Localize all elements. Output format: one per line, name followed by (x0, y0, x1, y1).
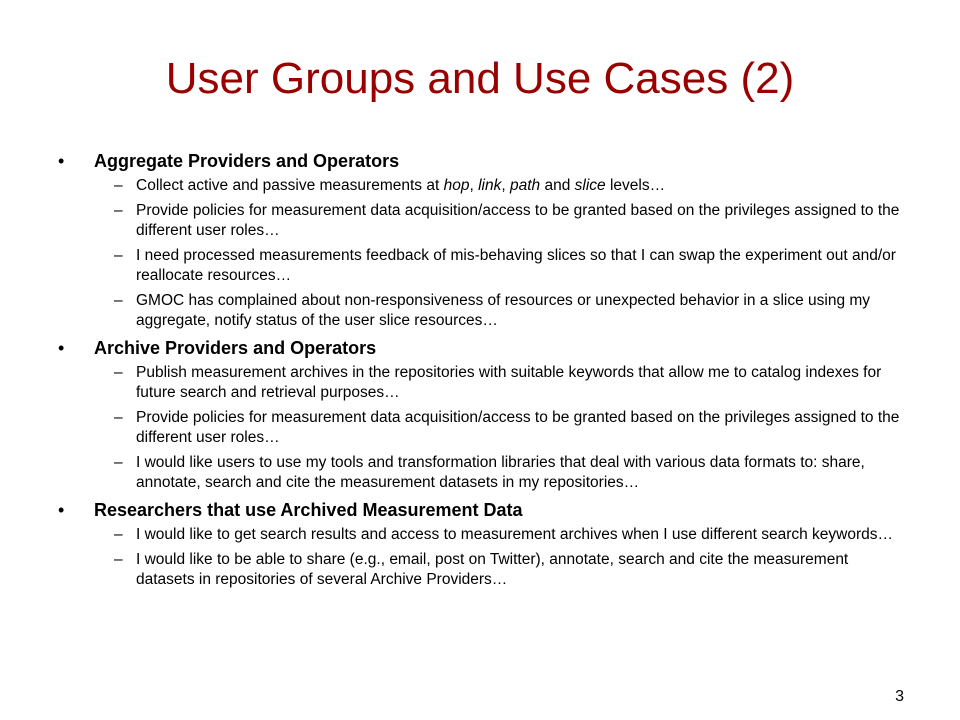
bullet-heading (58, 150, 908, 172)
sub-bullet-text: path (509, 177, 541, 194)
sub-bullet (58, 453, 908, 493)
sub-bullet-text: and (540, 177, 575, 194)
bullet-dot-icon: • (58, 500, 65, 520)
bullet-group (58, 499, 908, 590)
dash-icon: – (114, 364, 123, 381)
sub-bullet-text: I would like users to use my tools and transformation libraries that deal with various data formats to: share, annotate, search and cite the measurement datasets in my repositories… (136, 454, 865, 491)
sub-bullet (58, 201, 908, 241)
sub-bullet-text: Provide policies for measurement data acquisition/access to be granted based on the privileges assigned to the different user roles… (136, 409, 900, 446)
sub-bullet-text: Collect active and passive measurements at (136, 177, 444, 194)
bullet-heading (58, 337, 908, 359)
sub-bullet-text: , (469, 177, 479, 194)
sub-bullet-text: I would like to get search results and access to measurement archives when I use different search keywords… (136, 526, 893, 543)
bullet-heading-text: Archive Providers and Operators (94, 338, 377, 358)
bullet-group (58, 337, 908, 493)
sub-bullet-text: I need processed measurements feedback of mis-behaving slices so that I can swap the experiment out and/or reallocate resources… (136, 247, 896, 284)
bullet-heading-text: Researchers that use Archived Measurement Data (94, 500, 523, 520)
slide-content (58, 150, 908, 596)
sub-bullet (58, 408, 908, 448)
dash-icon: – (114, 409, 123, 426)
dash-icon: – (114, 551, 123, 568)
sub-bullet (58, 246, 908, 286)
bullet-dot-icon: • (58, 151, 65, 171)
sub-bullet-text: Publish measurement archives in the repositories with suitable keywords that allow me to catalog indexes for future search and retrieval purposes… (136, 364, 882, 401)
sub-bullet-text: hop (443, 177, 470, 194)
dash-icon: – (114, 292, 123, 309)
sub-bullet-text: GMOC has complained about non-responsiveness of resources or unexpected behavior in a slice using my aggregate, notify status of the user slice resources… (136, 292, 871, 329)
slide-title: User Groups and Use Cases (2) (165, 54, 795, 103)
sub-bullet-text: Provide policies for measurement data acquisition/access to be granted based on the privileges assigned to the different user roles… (136, 202, 900, 239)
dash-icon: – (114, 526, 123, 543)
dash-icon: – (114, 177, 123, 194)
sub-bullet (58, 291, 908, 331)
sub-bullet (58, 550, 908, 590)
bullet-heading (58, 499, 908, 521)
page-number: 3 (895, 688, 904, 705)
dash-icon: – (114, 202, 123, 219)
bullet-dot-icon: • (58, 338, 65, 358)
dash-icon: – (114, 454, 123, 471)
bullet-group (58, 150, 908, 331)
sub-bullet-text: link (478, 177, 502, 194)
sub-bullet (58, 525, 908, 545)
sub-bullet (58, 176, 908, 196)
sub-bullet-text: , (501, 177, 510, 194)
bullet-heading-text: Aggregate Providers and Operators (94, 151, 400, 171)
sub-bullet-text: levels… (605, 177, 666, 194)
sub-bullet-text: slice (574, 177, 606, 194)
sub-bullet (58, 363, 908, 403)
dash-icon: – (114, 247, 123, 264)
sub-bullet-text: I would like to be able to share (e.g., email, post on Twitter), annotate, search and cite the measurement datasets in repositories of several Archive Providers… (136, 551, 849, 588)
